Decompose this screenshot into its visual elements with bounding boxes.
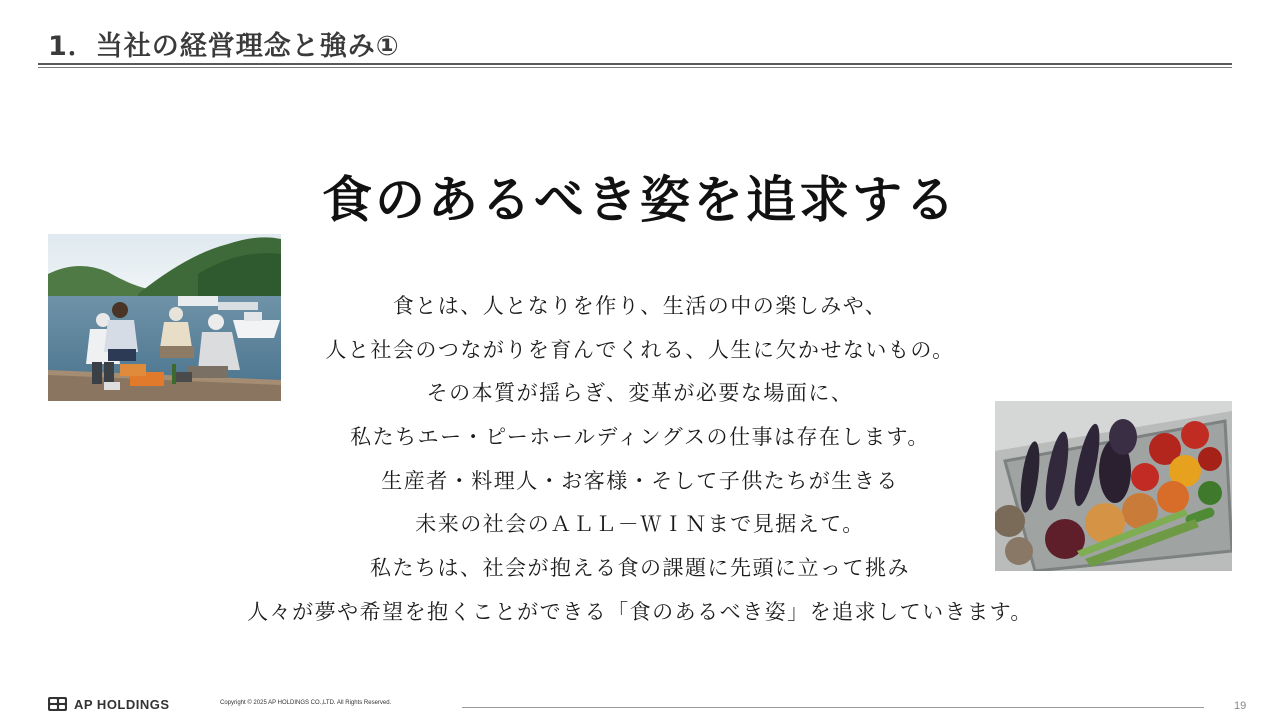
company-logo [48,697,170,711]
title-divider [38,63,1232,65]
statement-line: その本質が揺らぎ、変革が必要な場面に、 [426,381,854,406]
philosophy-statement [0,290,1280,640]
statement-line: 生産者・料理人・お客様・そして子供たちが生きる [381,468,899,493]
logo-text: AP HOLDINGS [74,696,170,712]
title-divider-thin [38,67,1232,68]
statement-line: 私たちは、社会が抱える食の課題に先頭に立って挑み [370,556,910,581]
headline: 食のあるべき姿を追求する [322,171,958,229]
copyright-notice: Copyright © 2025 AP HOLDINGS CO.,LTD. All Rights Reserved. [220,700,392,706]
logo-mark-icon [48,697,67,711]
statement-line: 人々が夢や希望を抱くことができる「食のあるべき姿」を追求していきます。 [247,599,1033,624]
statement-line: 未来の社会のＡＬＬ－ＷＩＮまで見据えて。 [415,512,865,537]
statement-line: 食とは、人となりを作り、生活の中の楽しみや、 [392,294,888,318]
statement-line: 人と社会のつながりを育んでくれる、人生に欠かせないもの。 [325,337,955,362]
page-number: 19 [1234,700,1247,712]
slide-title: 1．当社の経営理念と強み① [48,31,400,62]
statement-line: 私たちエー・ピーホールディングスの仕事は存在します。 [350,425,930,450]
footer-divider [462,707,1204,708]
